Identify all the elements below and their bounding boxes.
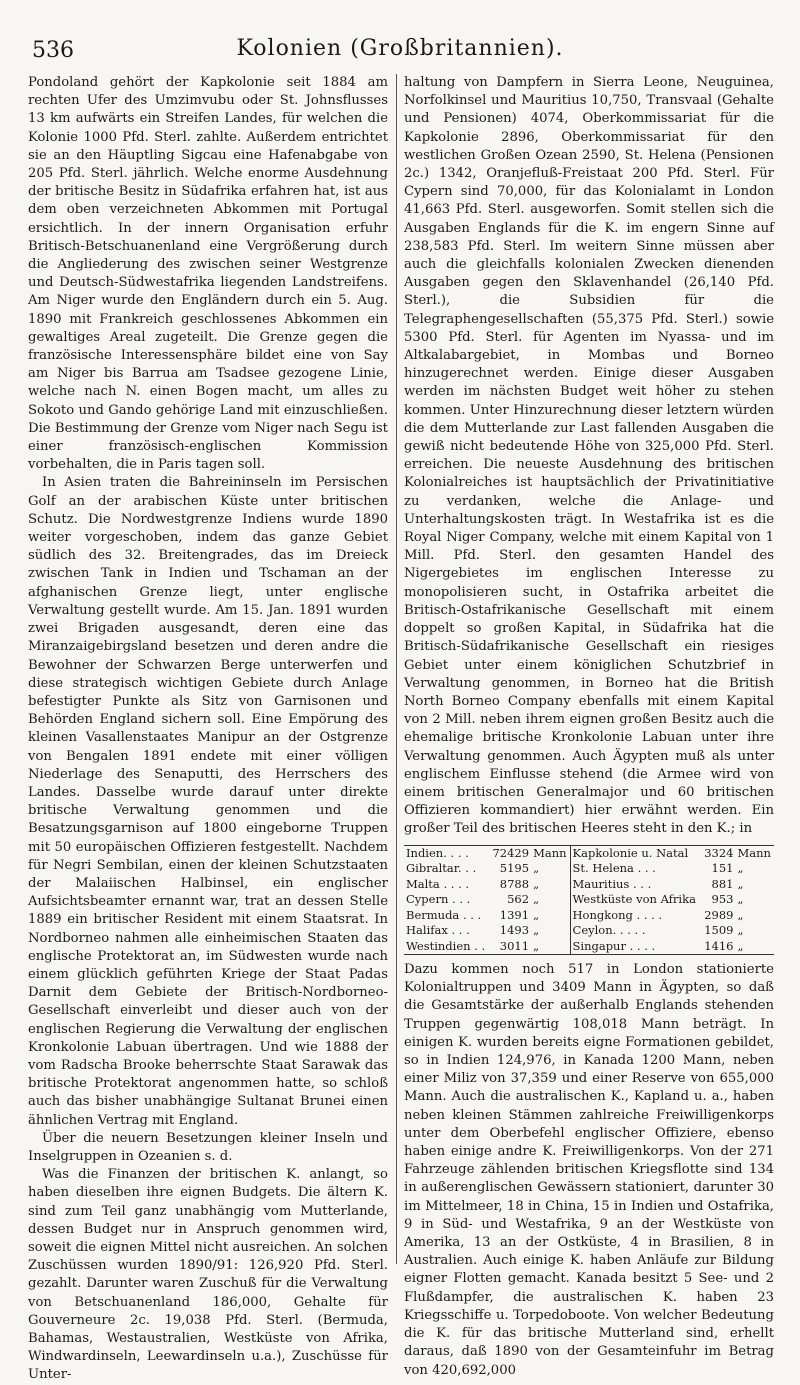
table-cell: 2989 — [704, 907, 734, 922]
table-cell: „ — [533, 938, 540, 953]
table-cell: „ — [737, 923, 744, 938]
table-cell: Hongkong . . . . — [570, 908, 701, 924]
table-cell: Halifax . . . — [406, 923, 470, 938]
table-cell: Westküste von Afrika — [570, 892, 701, 908]
table-cell: „ — [533, 861, 540, 876]
page-title: Kolonien (Großbritannien). — [236, 36, 564, 61]
table-cell: „ — [533, 907, 540, 922]
table-cell: „ — [533, 892, 540, 907]
table-cell: 1391 — [499, 907, 530, 922]
table-cell: Ceylon. . . . . — [570, 923, 701, 939]
paragraph: haltung von Dampfern in Sierra Leone, Neuguinea, Norfolkinsel und Mauritius 10,750, Transvaal (Gehalte und Pensionen) 4074, Oberkommissariat für die Kapkolonie 2896, Oberkommissariat für den westlichen Großen Ozean 2590, St. Helena (Pensionen 2c.) 1342, Oranjefluß-Freistaat 200 Pfd. Sterl. Für Cypern sind 70,000, für das Kolonialamt in London 41,663 Pfd. Sterl. ausgeworfen. Somit stellen sich die Ausgaben Englands für die K. im engern Sinne auf 238,583 Pfd. Sterl. Im weitern Sinne müssen aber auch die gleichfalls kolonialen Zwecken dienenden Ausgaben gegen den Sklavenhandel (26,140 Pfd. Sterl.), die Subsidien für die Telegraphengesellschaften (55,375 Pfd. Sterl.) sowie 5300 Pfd. Sterl. für Agenten im Nyassa- und im Altkalabargebiet, in Mombas und Borneo hinzugerechnet werden. Einige dieser Ausgaben werden im nächsten Budget weit höher zu stehen kommen. Unter Hinzurechnung dieser letztern würden die dem Mutterlande zur Last fallenden Ausgaben die gewiß nicht bedeutende Höhe von 325,000 Pfd. Sterl. erreichen. Die neueste Ausdehnung des britischen Kolonialreiches ist hauptsächlich der Privatinitiative zu verdanken, welche die Anlage- und Unterhaltungskosten trägt. In Westafrika ist es die Royal Niger Company, welche mit einem Kapital von 1 Mill. Pfd. Sterl. den gesamten Handel des Nigergebietes im englischen Interesse zu monopolisieren sucht, in Ostafrika arbeitet die Britisch-Ostafrikanische Gesellschaft mit einem doppelt so großen Kapital, in Südafrika hat die Britisch-Südafrikanische Gesellschaft ein riesiges Gebiet unter einem königlichen Schutzbrief in Verwaltung genommen, in Borneo hat die British North Borneo Company ebenfalls mit einem Kapital von 2 Mill. neben ihrem eignen großen Besitz auch die ehemalige britische Kronkolonie Labuan unter ihre Verwaltung genommen. Auch Ägypten muß als unter englischem Einflusse stehend (die Armee wird von einem britischen Generalmajor und 60 britischen Offizieren kommandiert) hier erwähnt werden. Ein großer Teil des britischen Heeres steht in den K.; in — [404, 75, 774, 837]
table-cell: 3324 — [704, 845, 734, 860]
table-cell: Mann — [533, 845, 567, 860]
table-cell: „ — [737, 938, 744, 953]
table-cell: Malta . . . . — [406, 876, 470, 891]
table-cell: „ — [737, 892, 744, 907]
table-row — [404, 892, 774, 908]
paragraph: Über die neuern Besetzungen kleiner Inseln und Inselgruppen in Ozeanien s. d. — [28, 1130, 388, 1164]
paragraph: Dazu kommen noch 517 in London stationierte Kolonialtruppen und 3409 Mann in Ägypten, so daß die Gesamtstärke der außerhalb Englands stehenden Truppen gegenwärtig 108,018 Mann beträgt. In einigen K. wurden bereits eigne Formationen gebildet, so in Indien 124,976, in Kanada 1200 Mann, neben einer Miliz von 37,359 und einer Reserve von 655,000 Mann. Auch die australischen K., Kapland u. a., haben neben kleinen Stämmen zahlreiche Freiwilligenkorps unter dem Oberbefehl englischer Offiziere, ebenso haben einige andre K. Freiwilligenkorps. Von der 271 Fahrzeuge zählenden britischen Kriegsflotte sind 134 in außerenglischen Gewässern stationiert, darunter 30 im Mittelmeer, 18 in China, 15 in Indien und Ostafrika, 9 in Süd- und Westafrika, 9 an der Westküste von Amerika, 13 an der Ostküste, 4 in Brasilien, 8 in Australien. Auch einige K. haben Anläufe zur Bildung eigner Flotten gemacht. Kanada besitzt 5 See- und 2 Flußdampfer, die australischen K. haben 23 Kriegsschiffe u. Torpedoboote. Von welcher Bedeutung die K. für das britische Mutterland sind, erhellt daraus, daß 1890 von der Gesamteinfuhr im Betrag von 420,692,000 — [404, 962, 774, 1378]
table-cell: 881 — [711, 876, 734, 891]
table-cell: „ — [737, 861, 744, 876]
table-cell: Singapur . . . . — [570, 939, 701, 955]
column-divider — [396, 74, 397, 1264]
left-column — [28, 74, 388, 1385]
table-cell: 3011 — [499, 938, 530, 953]
table-cell: 72429 — [492, 845, 530, 860]
table-cell: Westindien . . — [406, 938, 486, 953]
table-cell: Indien. . . . — [406, 845, 469, 860]
table-cell: Gibraltar. . . — [406, 861, 477, 876]
table-cell: Kapkolonie u. Natal — [570, 845, 701, 861]
table-cell: 151 — [711, 861, 734, 876]
table-row — [404, 908, 774, 924]
table-cell: St. Helena . . . — [570, 861, 701, 877]
table-cell: „ — [737, 907, 744, 922]
table-cell: 1493 — [499, 923, 530, 938]
table-cell: 5195 — [499, 861, 530, 876]
page-number: 536 — [32, 38, 74, 63]
table-row — [404, 923, 774, 939]
right-column — [404, 74, 774, 1380]
table-row — [404, 939, 774, 955]
table-cell: 562 — [507, 892, 530, 907]
table-cell: 953 — [711, 892, 734, 907]
table-row — [404, 845, 774, 861]
table-row — [404, 861, 774, 877]
troops-table — [404, 845, 774, 956]
paragraph: Pondoland gehört der Kapkolonie seit 1884 am rechten Ufer des Umzimvubu oder St. Johnsflusses 13 km aufwärts ein Streifen Landes, für welchen die Kolonie 1000 Pfd. Sterl. zahlte. Außerdem entrichtet sie an den Häuptling Sigcau eine Hafenabgabe von 205 Pfd. Sterl. jährlich. Welche enorme Ausdehnung der britische Besitz in Südafrika erfahren hat, ist aus dem oben verzeichneten Abkommen mit Portugal ersichtlich. In der innern Organisation erfuhr Britisch-Betschuanenland eine Vergrößerung durch die Angliederung des zwischen seiner Westgrenze und Deutsch-Südwestafrika liegenden Landstreifens. Am Niger wurde den Engländern durch ein 5. Aug. 1890 mit Frankreich geschlossenes Abkommen ein gewaltiges Areal zugeteilt. Die Grenze gegen die französische Interessensphäre bildet eine von Say am Niger bis Barrua am Tsadsee gezogene Linie, welche nach N. einen Bogen macht, um alles zu Sokoto und Gando gehörige Land mit einzuschließen. Die Bestimmung der Grenze vom Niger nach Segu ist einer französisch-englischen Kommission vorbehalten, die in Paris tagen soll. — [28, 75, 388, 473]
page-header — [24, 34, 776, 64]
table-cell: Mauritius . . . — [570, 877, 701, 893]
table-cell: „ — [533, 923, 540, 938]
table-cell: „ — [737, 876, 744, 891]
table-cell: Mann — [737, 845, 771, 860]
paragraph: Was die Finanzen der britischen K. anlangt, so haben dieselben ihre eignen Budgets. Die ältern K. sind zum Teil ganz unabhängig vom Mutterlande, dessen Budget nur in Anspruch genommen wird, soweit die eignen Mittel nicht ausreichen. An solchen Zuschüssen wurden 1890/91: 126,920 Pfd. Sterl. gezahlt. Darunter waren Zuschuß für die Verwaltung von Betschuanenland 186,000, Gehalte für Gouverneure 2c. 19,038 Pfd. Sterl. (Bermuda, Bahamas, Westaustralien, Westküste von Afrika, Windwardinseln, Leewardinseln u.a.), Zuschüsse für Unter- — [28, 1167, 388, 1383]
table-cell: 1509 — [704, 923, 734, 938]
table-cell: Cypern . . . — [406, 892, 471, 907]
table-cell: 8788 — [499, 876, 530, 891]
table-cell: „ — [533, 876, 540, 891]
paragraph: In Asien traten die Bahreininseln im Persischen Golf an der arabischen Küste unter britischen Schutz. Die Nordwestgrenze Indiens wurde 1890 weiter vorgeschoben, indem das ganze Gebiet südlich des 32. Breitengrades, das im Dreieck zwischen Tank in Indien und Tschaman an der afghanischen Grenze liegt, unter englische Verwaltung gestellt wurde. Am 15. Jan. 1891 wurden zwei Brigaden ausgesandt, deren eine das Miranzaigebirgsland besetzen und deren andre die Bewohner der Schwarzen Berge unterwerfen und diese strategisch wichtigen Gebiete durch Anlage befestigter Punkte als Sitz von Garnisonen und Behörden England sichern soll. Eine Empörung des kleinen Vasallenstaates Manipur an der Ostgrenze von Bengalen 1891 endete mit einer völligen Niederlage des Senaputti, des Herrschers des Landes. Dasselbe wurde darauf unter direkte britische Verwaltung genommen und die Besatzungsgarnison auf 1800 eingeborne Truppen mit 50 europäischen Offizieren festgestellt. Nachdem für Negri Sembilan, einen der kleinen Schutzstaaten der Malaiischen Halbinsel, ein englischer Aufsichtsbeamter ernannt war, trat an dessen Stelle 1889 ein britischer Resident mit einem Staatsrat. In Nordborneo nahmen alle einheimischen Staaten das englische Protektorat an, im Südwesten wurde nach einem glücklich geführten Kriege der Staat Padas Darnit dem Gebiete der Britisch-Nordborneo-Gesellschaft einverleibt und dieser auch von der englischen Regierung die Verwaltung der englischen Kronkolonie Labuan übertragen. Und wie 1888 der vom Radscha Brooke beherrschte Staat Sarawak das britische Protektorat angenommen hatte, so schloß auch das bisher unabhängige Sultanat Brunei einen ähnlichen Vertrag mit England. — [28, 475, 388, 1128]
table-cell: Bermuda . . . — [406, 907, 482, 922]
table-row — [404, 877, 774, 893]
table-cell: 1416 — [704, 938, 734, 953]
